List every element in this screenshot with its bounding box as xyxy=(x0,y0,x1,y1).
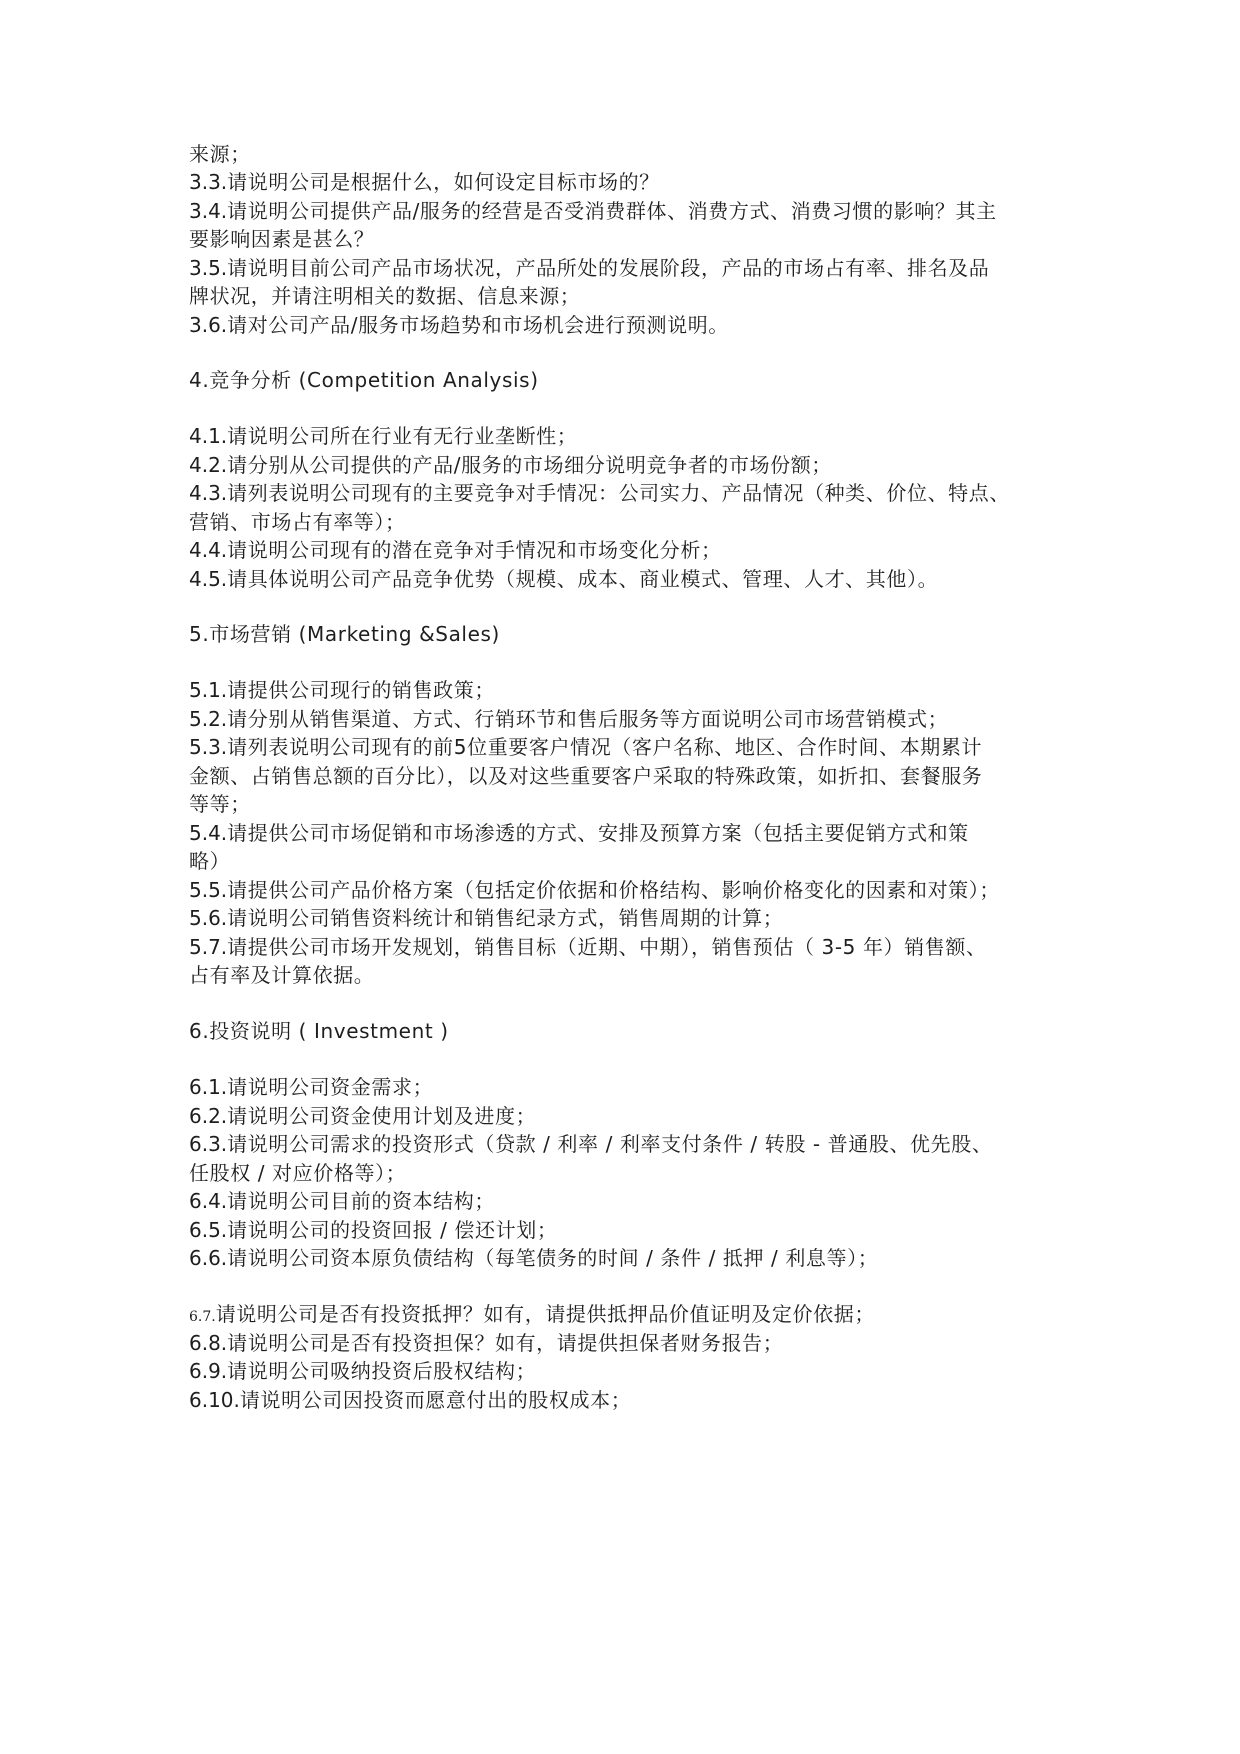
list-item-6-2: 6.2.请说明公司资金使用计划及进度； xyxy=(189,1104,537,1128)
list-item-5-5: 5.5.请提供公司产品价格方案（包括定价依据和价格结构、影响价格变化的因素和对策）； xyxy=(189,878,1000,902)
list-item-6-8: 6.8.请说明公司是否有投资担保？如有，请提供担保者财务报告； xyxy=(189,1331,784,1355)
list-item-6-9: 6.9.请说明公司吸纳投资后股权结构； xyxy=(189,1359,537,1383)
text-line: 任股权 / 对应价格等）； xyxy=(189,1161,407,1185)
list-item-6-10: 6.10.请说明公司因投资而愿意付出的股权成本； xyxy=(189,1388,632,1412)
section-heading-6: 6.投资说明 ( Investment ) xyxy=(189,1019,449,1043)
list-item-5-4: 5.4.请提供公司市场促销和市场渗透的方式、安排及预算方案（包括主要促销方式和策 xyxy=(189,821,969,845)
list-item-3-4: 3.4.请说明公司提供产品/服务的经营是否受消费群体、消费方式、消费习惯的影响？其主 xyxy=(189,199,997,223)
text-line: 略） xyxy=(189,849,231,873)
list-item-4-2: 4.2.请分别从公司提供的产品/服务的市场细分说明竞争者的市场份额； xyxy=(189,453,832,477)
section-heading-4: 4.竞争分析 (Competition Analysis) xyxy=(189,368,539,392)
section-heading-5: 5.市场营销 (Marketing &Sales) xyxy=(189,622,500,646)
list-item-5-6: 5.6.请说明公司销售资料统计和销售纪录方式，销售周期的计算； xyxy=(189,906,784,930)
list-item-6-7: 6.7.请说明公司是否有投资抵押？如有，请提供抵押品价值证明及定价依据； xyxy=(189,1302,875,1326)
list-item-6-3: 6.3.请说明公司需求的投资形式（贷款 / 利率 / 利率支付条件 / 转股 - 普通股、优先股、 xyxy=(189,1132,993,1156)
list-item-4-4: 4.4.请说明公司现有的潜在竞争对手情况和市场变化分析； xyxy=(189,538,722,562)
list-item-4-1: 4.1.请说明公司所在行业有无行业垄断性； xyxy=(189,424,578,448)
list-item-6-4: 6.4.请说明公司目前的资本结构； xyxy=(189,1189,495,1213)
list-item-3-5: 3.5.请说明目前公司产品市场状况，产品所处的发展阶段，产品的市场占有率、排名及品 xyxy=(189,256,990,280)
list-item-5-2: 5.2.请分别从销售渠道、方式、行销环节和售后服务等方面说明公司市场营销模式； xyxy=(189,707,949,731)
list-item-6-5: 6.5.请说明公司的投资回报 / 偿还计划； xyxy=(189,1218,558,1242)
list-item-3-3: 3.3.请说明公司是根据什么，如何设定目标市场的？ xyxy=(189,170,660,194)
list-item-5-7: 5.7.请提供公司市场开发规划，销售目标（近期、中期），销售预估（ 3-5 年）销售额、 xyxy=(189,935,987,959)
list-item-5-1: 5.1.请提供公司现行的销售政策； xyxy=(189,678,495,702)
text-line: 牌状况，并请注明相关的数据、信息来源； xyxy=(189,284,581,308)
list-item-4-5: 4.5.请具体说明公司产品竞争优势（规模、成本、商业模式、管理、人才、其他）。 xyxy=(189,567,939,591)
text-line: 要影响因素是甚么？ xyxy=(189,227,375,251)
text-line: 等等； xyxy=(189,792,251,816)
text-line: 来源； xyxy=(189,142,251,166)
list-item-5-3: 5.3.请列表说明公司现有的前5位重要客户情况（客户名称、地区、合作时间、本期累计 xyxy=(189,735,983,759)
list-item-4-3: 4.3.请列表说明公司现有的主要竞争对手情况：公司实力、产品情况（种类、价位、特点、 xyxy=(189,481,1010,505)
text-line: 占有率及计算依据。 xyxy=(189,963,375,987)
text-line: 营销、市场占有率等）； xyxy=(189,510,406,534)
list-item-3-6: 3.6.请对公司产品/服务市场趋势和市场机会进行预测说明。 xyxy=(189,313,729,337)
list-item-6-6: 6.6.请说明公司资本原负债结构（每笔债务的时间 / 条件 / 抵押 / 利息等）； xyxy=(189,1246,879,1270)
text-line: 金额、占销售总额的百分比），以及对这些重要客户采取的特殊政策，如折扣、套餐服务 xyxy=(189,764,983,788)
list-item-6-1: 6.1.请说明公司资金需求； xyxy=(189,1075,434,1099)
